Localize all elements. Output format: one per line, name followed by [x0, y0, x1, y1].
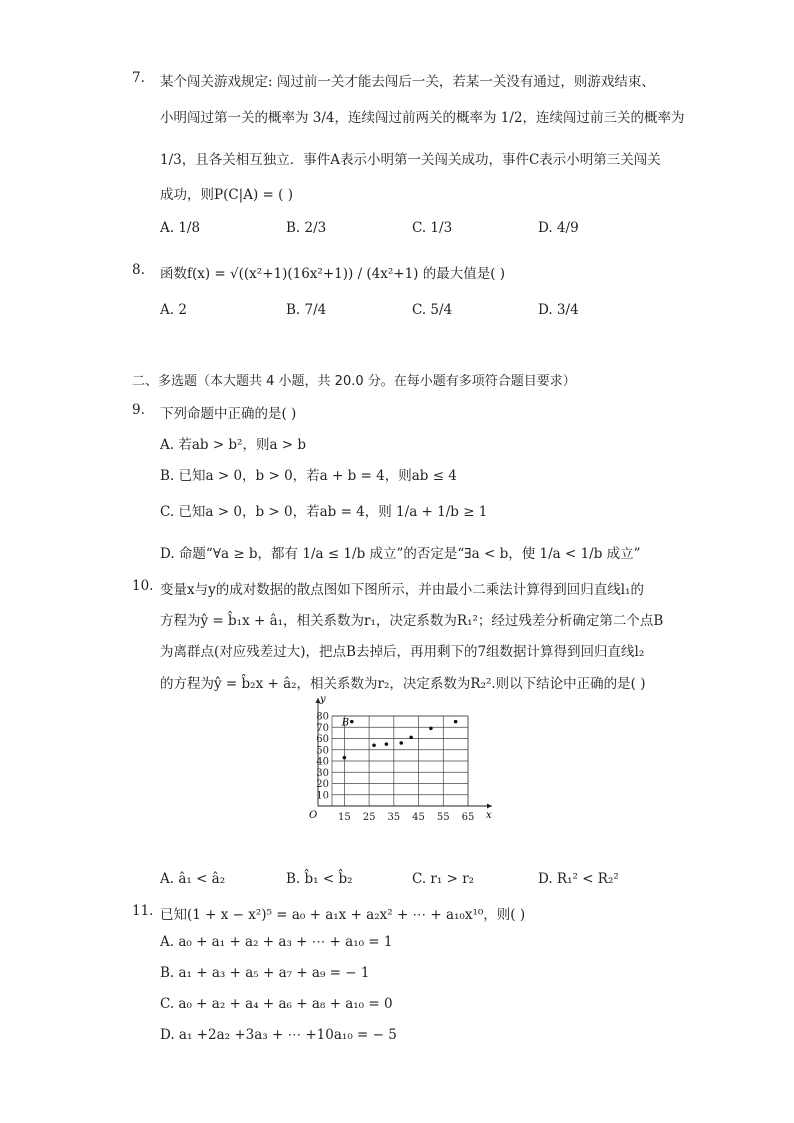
question-8-option-a[interactable]: A. 2 [160, 302, 187, 318]
question-7-line-4: 成功，则P(C|A) = ( ) [160, 187, 293, 203]
question-10-option-c[interactable]: C. r₁ > r₂ [412, 871, 475, 887]
question-10-line-2: 方程为ŷ = b̂₁x + â₁，相关系数为r₁，决定系数为R₁²；经过残差分析确定第二个点B [160, 613, 664, 629]
question-8-option-c[interactable]: C. 5/4 [412, 302, 453, 318]
y-tick-labels [316, 712, 329, 802]
question-8-stem: 函数f(x) = √((x²+1)(16x²+1)) / (4x²+1) 的最大值是( ) [160, 266, 506, 282]
scatter-chart [300, 692, 500, 832]
y-tick-label: 30 [316, 767, 329, 779]
question-9-option-c[interactable]: C. 已知a > 0，b > 0，若ab = 4，则 1/a + 1/b ≥ 1 [160, 504, 488, 520]
y-tick-label: 80 [316, 711, 329, 723]
section-2-title: 二、多选题（本大题共 4 小题，共 20.0 分。在每小题有多项符合题目要求） [132, 374, 576, 389]
question-11-stem: 已知(1 + x − x²)⁵ = a₀ + a₁x + a₂x² + ⋯ + a₁₀x¹⁰，则( ) [160, 907, 526, 923]
origin-label: O [309, 810, 318, 821]
question-10-number: 10. [132, 578, 154, 594]
question-7-option-b[interactable]: B. 2/3 [286, 220, 327, 236]
question-11-option-c[interactable]: C. a₀ + a₂ + a₄ + a₆ + a₈ + a₁₀ = 0 [160, 996, 393, 1012]
question-7-option-c[interactable]: C. 1/3 [412, 220, 453, 236]
question-7-option-a[interactable]: A. 1/8 [160, 220, 201, 236]
question-7-option-d[interactable]: D. 4/9 [538, 220, 579, 236]
y-tick-label: 40 [316, 756, 329, 768]
question-11-number: 11. [132, 903, 154, 919]
data-point [399, 741, 403, 745]
y-tick-label: 20 [316, 779, 329, 790]
x-tick-label: 35 [387, 812, 401, 823]
x-tick-label: 15 [337, 812, 351, 823]
x-axis-label: x [486, 810, 492, 821]
question-10-option-d[interactable]: D. R₁² < R₂² [538, 871, 619, 887]
question-10-option-b[interactable]: B. b̂₁ < b̂₂ [286, 871, 353, 887]
data-point [454, 720, 458, 724]
data-point [429, 727, 433, 731]
x-tick-label: 55 [436, 812, 450, 823]
y-tick-label: 70 [316, 722, 329, 734]
chart-axes [316, 698, 493, 809]
y-tick-label: 60 [316, 734, 329, 745]
question-9-option-b[interactable]: B. 已知a > 0，b > 0，若a + b = 4，则ab ≤ 4 [160, 468, 457, 484]
question-10-line-3: 为离群点(对应残差过大)，把点B去掉后，再用剩下的7组数据计算得到回归直线l₂ [160, 644, 645, 660]
question-9-stem: 下列命题中正确的是( ) [160, 406, 297, 422]
question-10-line-4: 的方程为ŷ = b̂₂x + â₂，相关系数为r₂，决定系数为R₂².则以下结论中正确的是( ) [160, 676, 646, 692]
x-axis-arrow [487, 804, 492, 809]
question-11-option-d[interactable]: D. a₁ +2a₂ +3a₃ + ⋯ +10a₁₀ = − 5 [160, 1027, 397, 1043]
question-9-option-a[interactable]: A. 若ab > b²，则a > b [160, 437, 307, 453]
point-b-label: B [341, 717, 350, 729]
data-point [343, 756, 347, 760]
x-tick-label: 25 [362, 812, 376, 823]
x-tick-label: 45 [412, 812, 425, 823]
y-tick-label: 10 [316, 790, 329, 802]
x-tick-label: 65 [461, 812, 475, 823]
y-tick-label: 50 [316, 745, 329, 757]
question-7-line-3: 1/3，且各关相互独立．事件A表示小明第一关闯关成功，事件C表示小明第三关闯关 [160, 152, 661, 168]
question-11-option-a[interactable]: A. a₀ + a₁ + a₂ + a₃ + ⋯ + a₁₀ = 1 [160, 934, 393, 950]
data-point [409, 736, 413, 740]
question-8-option-b[interactable]: B. 7/4 [286, 302, 327, 318]
question-9-number: 9. [132, 402, 145, 418]
question-8-option-d[interactable]: D. 3/4 [538, 302, 579, 318]
question-7-line-2: 小明闯过第一关的概率为 3/4，连续闯过前两关的概率为 1/2，连续闯过前三关的概率为 [160, 110, 685, 126]
question-9-option-d[interactable]: D. 命题“∀a ≥ b，都有 1/a ≤ 1/b 成立”的否定是“∃a < b，使 1/a < 1/b 成立” [160, 546, 641, 562]
data-point [372, 743, 376, 747]
y-axis-label: y [320, 694, 326, 705]
data-point [385, 742, 389, 746]
question-7-line-1: 某个闯关游戏规定: 闯过前一关才能去闯后一关，若某一关没有通过，则游戏结束、 [160, 74, 655, 90]
chart-points [341, 717, 458, 760]
question-7-number: 7. [132, 70, 145, 86]
question-10-line-1: 变量x与y的成对数据的散点图如下图所示，并由最小二乘法计算得到回归直线l₁的 [160, 582, 644, 598]
question-8-number: 8. [132, 262, 145, 278]
chart-grid [332, 716, 468, 806]
data-point [350, 720, 354, 724]
question-10-option-a[interactable]: A. â₁ < â₂ [160, 871, 226, 887]
question-11-option-b[interactable]: B. a₁ + a₃ + a₅ + a₇ + a₉ = − 1 [160, 965, 370, 981]
x-tick-labels [338, 812, 474, 823]
